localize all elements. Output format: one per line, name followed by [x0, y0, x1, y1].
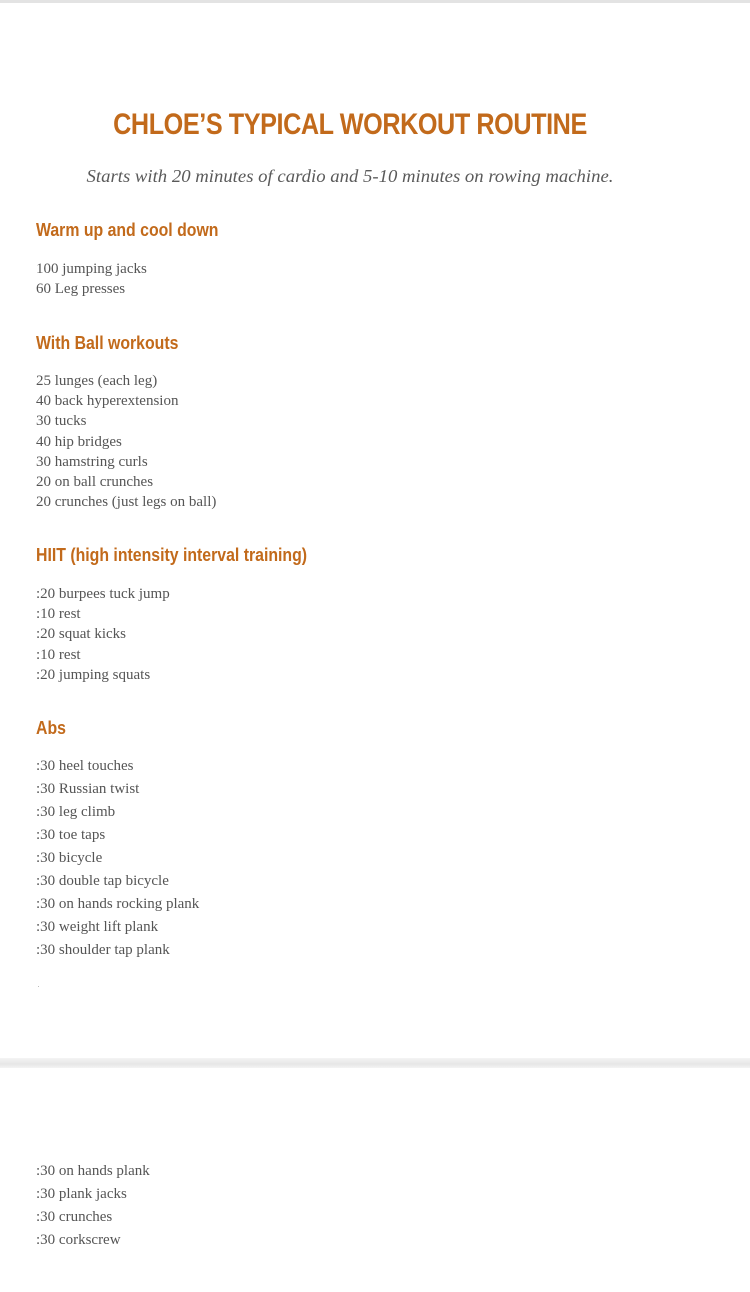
- abs-continued-list: [36, 1160, 150, 1252]
- list-item: 100 jumping jacks: [36, 261, 147, 277]
- list-item: :20 burpees tuck jump: [36, 586, 170, 602]
- list-item: :30 crunches: [36, 1209, 113, 1225]
- list-item: :30 toe taps: [36, 827, 106, 843]
- hiit-list: [36, 584, 170, 685]
- list-item: :30 shoulder tap plank: [36, 942, 170, 958]
- warm-up-list: [36, 259, 147, 299]
- page-title: CHLOE’S TYPICAL WORKOUT ROUTINE: [113, 108, 587, 141]
- list-item: :20 jumping squats: [36, 666, 151, 683]
- list-item: 30 tucks: [36, 413, 87, 430]
- list-item: :30 heel touches: [36, 758, 134, 774]
- list-item: 25 lunges (each leg): [36, 373, 158, 389]
- list-item: :30 corkscrew: [36, 1232, 121, 1248]
- list-item: :20 squat kicks: [36, 626, 126, 643]
- section-heading-warm-up: Warm up and cool down: [36, 220, 219, 240]
- list-item: :30 on hands plank: [36, 1163, 150, 1179]
- list-item: :30 on hands rocking plank: [36, 896, 200, 912]
- page-subtitle: Starts with 20 minutes of cardio and 5-10 minutes on rowing machine.: [86, 166, 614, 186]
- page-break-divider: [0, 1058, 750, 1068]
- list-item: :30 double tap bicycle: [36, 873, 169, 889]
- list-item: :30 Russian twist: [36, 781, 140, 797]
- list-item: 60 Leg presses: [36, 281, 126, 298]
- section-heading-ball-workouts: With Ball workouts: [36, 333, 179, 353]
- list-item: 40 hip bridges: [36, 433, 122, 450]
- section-heading-abs: Abs: [36, 718, 66, 738]
- list-item: :30 bicycle: [36, 850, 103, 866]
- list-item: 20 crunches (just legs on ball): [36, 494, 217, 511]
- list-item: :10 rest: [36, 646, 81, 663]
- list-item: :30 leg climb: [36, 804, 116, 820]
- ball-workouts-list: [36, 371, 216, 512]
- list-item: :10 rest: [36, 606, 81, 623]
- list-item: :30 weight lift plank: [36, 919, 159, 935]
- abs-list: [36, 755, 199, 962]
- top-divider: [0, 0, 750, 3]
- list-item: :30 plank jacks: [36, 1186, 127, 1202]
- list-item: 20 on ball crunches: [36, 474, 154, 491]
- list-item: 30 hamstring curls: [36, 453, 148, 470]
- stray-dot: [38, 986, 39, 987]
- list-item: 40 back hyperextension: [36, 393, 179, 410]
- section-heading-hiit: HIIT (high intensity interval training): [36, 545, 308, 565]
